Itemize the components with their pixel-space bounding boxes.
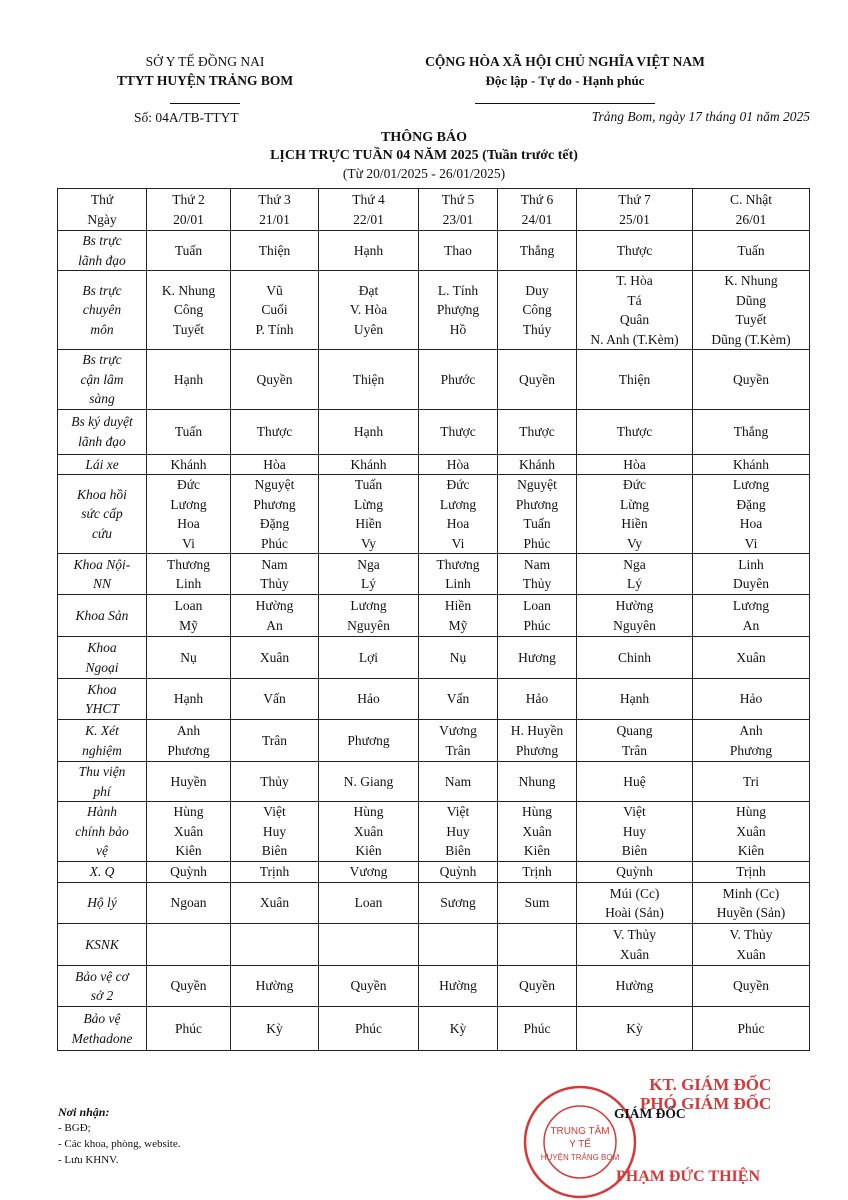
duty-cell: Quyền bbox=[498, 966, 577, 1007]
duty-cell: Nguyệt Phương Tuấn Phúc bbox=[498, 475, 577, 554]
role-label-cell: K. Xét nghiệm bbox=[58, 720, 147, 762]
duty-cell: Sương bbox=[419, 883, 498, 924]
role-label-cell: Bs ký duyệt lãnh đạo bbox=[58, 409, 147, 454]
role-label-cell: Bs trực chuyên môn bbox=[58, 271, 147, 350]
duty-cell: Xuân bbox=[231, 637, 319, 679]
role-label-cell: Bs trực lãnh đạo bbox=[58, 231, 147, 271]
duty-cell: H. Huyền Phương bbox=[498, 720, 577, 762]
duty-cell: Quyền bbox=[498, 350, 577, 410]
duty-cell: Tuấn bbox=[147, 409, 231, 454]
schedule-row bbox=[58, 924, 810, 966]
duty-cell: Vấn bbox=[231, 679, 319, 720]
role-label-cell: KSNK bbox=[58, 924, 147, 966]
duty-cell: Quỳnh bbox=[419, 862, 498, 883]
duty-cell: Huệ bbox=[577, 762, 693, 802]
recipients-title: Nơi nhận: bbox=[58, 1105, 110, 1119]
duty-cell: L. Tính Phượng Hồ bbox=[419, 271, 498, 350]
role-label-cell: Khoa hồi sức cấp cứu bbox=[58, 475, 147, 554]
signature-title-line-2: PHÓ GIÁM ĐỐC bbox=[640, 1094, 772, 1113]
duty-cell: Đức Lừng Hiền Vy bbox=[577, 475, 693, 554]
duty-cell: Chinh bbox=[577, 637, 693, 679]
duty-cell: Anh Phương bbox=[147, 720, 231, 762]
role-label-cell: X. Q bbox=[58, 862, 147, 883]
duty-schedule-table bbox=[57, 188, 810, 1051]
duty-cell: Hảo bbox=[693, 679, 810, 720]
day-header-cell: Thứ 6 24/01 bbox=[498, 189, 577, 231]
duty-cell: Xuân bbox=[693, 637, 810, 679]
duty-cell: Thược bbox=[231, 409, 319, 454]
duty-cell: Thiện bbox=[231, 231, 319, 271]
duty-cell: Hùng Xuân Kiên bbox=[498, 802, 577, 862]
duty-cell: Minh (Cc) Huyền (Sản) bbox=[693, 883, 810, 924]
duty-cell bbox=[147, 924, 231, 966]
document-number: Số: 04A/TB-TTYT bbox=[134, 110, 239, 125]
schedule-row bbox=[58, 271, 810, 350]
duty-cell: Quyền bbox=[693, 966, 810, 1007]
stamp-text: TRUNG TÂM bbox=[550, 1126, 610, 1137]
duty-cell: Phúc bbox=[147, 1007, 231, 1051]
duty-cell: Hạnh bbox=[147, 350, 231, 410]
day-header-cell: Thứ 7 25/01 bbox=[577, 189, 693, 231]
role-label-cell: Bảo vệ Methadone bbox=[58, 1007, 147, 1051]
day-header-cell: Thứ 3 21/01 bbox=[231, 189, 319, 231]
duty-cell: Nga Lý bbox=[577, 554, 693, 595]
recipients bbox=[58, 1104, 181, 1168]
duty-cell: Hiền Mỹ bbox=[419, 595, 498, 637]
title-line-3: (Từ 20/01/2025 - 26/01/2025) bbox=[342, 166, 506, 181]
duty-cell bbox=[419, 924, 498, 966]
duty-cell: Nhung bbox=[498, 762, 577, 802]
duty-cell: Hòa bbox=[577, 454, 693, 475]
duty-cell: Vấn bbox=[419, 679, 498, 720]
duty-cell: Nam Thủy bbox=[498, 554, 577, 595]
duty-cell: Quyền bbox=[319, 966, 419, 1007]
duty-cell: Kỳ bbox=[231, 1007, 319, 1051]
signer-name: PHẠM ĐỨC THIỆN bbox=[616, 1168, 760, 1185]
duty-cell: Ngoan bbox=[147, 883, 231, 924]
schedule-row bbox=[58, 762, 810, 802]
role-label-cell: Khoa YHCT bbox=[58, 679, 147, 720]
duty-cell: Duy Công Thúy bbox=[498, 271, 577, 350]
duty-cell: Hường bbox=[419, 966, 498, 1007]
duty-cell: Nụ bbox=[147, 637, 231, 679]
duty-cell: Phước bbox=[419, 350, 498, 410]
duty-cell: Hạnh bbox=[319, 409, 419, 454]
place-date: Trảng Bom, ngày 17 tháng 01 năm 2025 bbox=[591, 109, 810, 124]
schedule-header-row bbox=[58, 189, 810, 231]
duty-cell: Hường Nguyên bbox=[577, 595, 693, 637]
duty-cell: Thược bbox=[577, 231, 693, 271]
duty-cell bbox=[319, 924, 419, 966]
duty-cell: Đức Lương Hoa Vi bbox=[147, 475, 231, 554]
duty-cell: K. Nhung Dũng Tuyết Dũng (T.Kèm) bbox=[693, 271, 810, 350]
schedule-row bbox=[58, 679, 810, 720]
duty-cell bbox=[231, 924, 319, 966]
duty-cell: Xuân bbox=[231, 883, 319, 924]
duty-cell: N. Giang bbox=[319, 762, 419, 802]
schedule-row bbox=[58, 720, 810, 762]
duty-cell: Thiện bbox=[319, 350, 419, 410]
duty-cell: Thương Linh bbox=[419, 554, 498, 595]
schedule-row bbox=[58, 350, 810, 410]
duty-cell: Thược bbox=[419, 409, 498, 454]
schedule-row bbox=[58, 454, 810, 475]
duty-cell: Tuấn bbox=[693, 231, 810, 271]
duty-cell: Thắng bbox=[693, 409, 810, 454]
duty-cell: Khánh bbox=[498, 454, 577, 475]
duty-cell: Thao bbox=[419, 231, 498, 271]
underline bbox=[475, 103, 655, 104]
duty-cell: Đức Lương Hoa Vi bbox=[419, 475, 498, 554]
duty-cell: Thiện bbox=[577, 350, 693, 410]
duty-cell: Đạt V. Hòa Uyên bbox=[319, 271, 419, 350]
duty-cell: Hùng Xuân Kiên bbox=[147, 802, 231, 862]
duty-cell: Lương An bbox=[693, 595, 810, 637]
day-header-cell: C. Nhật 26/01 bbox=[693, 189, 810, 231]
duty-cell: Linh Duyên bbox=[693, 554, 810, 595]
duty-cell: Hảo bbox=[498, 679, 577, 720]
duty-cell: Quyền bbox=[147, 966, 231, 1007]
duty-cell: Loan Mỹ bbox=[147, 595, 231, 637]
schedule-body bbox=[58, 189, 810, 1051]
duty-cell: Hòa bbox=[231, 454, 319, 475]
title-line-2: LỊCH TRỰC TUẦN 04 NĂM 2025 (Tuần trước tết) bbox=[270, 148, 578, 163]
signature-position: GIÁM ĐỐC bbox=[614, 1106, 686, 1121]
schedule-row bbox=[58, 862, 810, 883]
schedule-row bbox=[58, 966, 810, 1007]
duty-cell: Thương Linh bbox=[147, 554, 231, 595]
national-motto: Độc lập - Tự do - Hạnh phúc bbox=[485, 73, 645, 88]
duty-cell: Tuấn bbox=[147, 231, 231, 271]
duty-cell: Quyền bbox=[231, 350, 319, 410]
duty-cell: Nguyệt Phương Đặng Phúc bbox=[231, 475, 319, 554]
duty-cell: Hòa bbox=[419, 454, 498, 475]
duty-cell: Trịnh bbox=[693, 862, 810, 883]
duty-cell: Trịnh bbox=[231, 862, 319, 883]
day-header-cell: Thứ 5 23/01 bbox=[419, 189, 498, 231]
duty-cell: Kỳ bbox=[577, 1007, 693, 1051]
duty-cell: Hường bbox=[577, 966, 693, 1007]
duty-cell: Vương bbox=[319, 862, 419, 883]
duty-cell: Thược bbox=[577, 409, 693, 454]
duty-cell: Việt Huy Biên bbox=[231, 802, 319, 862]
duty-cell: Hương bbox=[498, 637, 577, 679]
role-label-cell: Khoa Sản bbox=[58, 595, 147, 637]
duty-cell: Loan bbox=[319, 883, 419, 924]
duty-cell: Phương bbox=[319, 720, 419, 762]
duty-cell: Tri bbox=[693, 762, 810, 802]
duty-cell: Trịnh bbox=[498, 862, 577, 883]
title-line-1: THÔNG BÁO bbox=[381, 130, 467, 145]
duty-cell: Anh Phương bbox=[693, 720, 810, 762]
duty-cell: Tuấn Lừng Hiền Vy bbox=[319, 475, 419, 554]
duty-cell: Lương Đặng Hoa Vi bbox=[693, 475, 810, 554]
schedule-row bbox=[58, 637, 810, 679]
schedule-row bbox=[58, 883, 810, 924]
role-label-cell: Hành chính bảo vệ bbox=[58, 802, 147, 862]
role-label-cell: Lái xe bbox=[58, 454, 147, 475]
recipient-item: - Lưu KHNV. bbox=[58, 1154, 119, 1166]
duty-cell: Hảo bbox=[319, 679, 419, 720]
duty-cell: Phúc bbox=[693, 1007, 810, 1051]
department-name: SỞ Y TẾ ĐỒNG NAI bbox=[145, 54, 265, 69]
duty-cell: Hạnh bbox=[577, 679, 693, 720]
duty-cell: Khánh bbox=[147, 454, 231, 475]
duty-cell: K. Nhung Công Tuyết bbox=[147, 271, 231, 350]
recipient-item: - Các khoa, phòng, website. bbox=[58, 1138, 181, 1150]
duty-cell: Quang Trân bbox=[577, 720, 693, 762]
underline bbox=[170, 103, 240, 104]
duty-cell: Trân bbox=[231, 720, 319, 762]
role-label-cell: Hộ lý bbox=[58, 883, 147, 924]
duty-cell: Lợi bbox=[319, 637, 419, 679]
stamp-text: Y TẾ bbox=[569, 1139, 591, 1150]
recipient-item: - BGĐ; bbox=[58, 1122, 91, 1134]
duty-cell bbox=[498, 924, 577, 966]
duty-cell: Hùng Xuân Kiên bbox=[693, 802, 810, 862]
schedule-row bbox=[58, 1007, 810, 1051]
duty-cell: Việt Huy Biên bbox=[419, 802, 498, 862]
duty-cell: Nam bbox=[419, 762, 498, 802]
duty-cell: Thắng bbox=[498, 231, 577, 271]
duty-cell: Vương Trân bbox=[419, 720, 498, 762]
document-title bbox=[0, 129, 848, 183]
role-label-cell: Khoa Ngoại bbox=[58, 637, 147, 679]
duty-cell: V. Thủy Xuân bbox=[577, 924, 693, 966]
duty-cell: Khánh bbox=[693, 454, 810, 475]
duty-cell: Hùng Xuân Kiên bbox=[319, 802, 419, 862]
duty-cell: Kỳ bbox=[419, 1007, 498, 1051]
role-label-cell: Khoa Nội- NN bbox=[58, 554, 147, 595]
duty-cell: Hường bbox=[231, 966, 319, 1007]
center-name: TTYT HUYỆN TRẢNG BOM bbox=[116, 73, 294, 88]
duty-cell: Nga Lý bbox=[319, 554, 419, 595]
duty-cell: T. Hòa Tá Quân N. Anh (T.Kèm) bbox=[577, 271, 693, 350]
stamp-text: HUYỆN TRẢNG BOM bbox=[540, 1153, 620, 1162]
duty-cell: Quỳnh bbox=[147, 862, 231, 883]
schedule-row bbox=[58, 409, 810, 454]
duty-cell: Khánh bbox=[319, 454, 419, 475]
duty-cell: Phúc bbox=[498, 1007, 577, 1051]
duty-cell: Huyền bbox=[147, 762, 231, 802]
duty-cell: Hạnh bbox=[147, 679, 231, 720]
issuer-block bbox=[100, 52, 310, 109]
duty-cell: Thủy bbox=[231, 762, 319, 802]
duty-cell: Vũ Cuối P. Tính bbox=[231, 271, 319, 350]
duty-cell: Quỳnh bbox=[577, 862, 693, 883]
header-corner-cell: Thứ Ngày bbox=[58, 189, 147, 231]
schedule-row bbox=[58, 802, 810, 862]
duty-cell: Nụ bbox=[419, 637, 498, 679]
signature-title-line-1: KT. GIÁM ĐỐC bbox=[649, 1075, 772, 1094]
role-label-cell: Bs trực cận lâm sàng bbox=[58, 350, 147, 410]
national-heading bbox=[400, 52, 730, 109]
duty-cell: Nam Thủy bbox=[231, 554, 319, 595]
duty-cell: Quyền bbox=[693, 350, 810, 410]
duty-cell: Việt Huy Biên bbox=[577, 802, 693, 862]
duty-cell: Phúc bbox=[319, 1007, 419, 1051]
duty-cell: V. Thủy Xuân bbox=[693, 924, 810, 966]
duty-cell: Múi (Cc) Hoài (Sản) bbox=[577, 883, 693, 924]
duty-cell: Sum bbox=[498, 883, 577, 924]
duty-cell: Hạnh bbox=[319, 231, 419, 271]
day-header-cell: Thứ 2 20/01 bbox=[147, 189, 231, 231]
role-label-cell: Bảo vệ cơ sở 2 bbox=[58, 966, 147, 1007]
schedule-row bbox=[58, 554, 810, 595]
schedule-row bbox=[58, 475, 810, 554]
duty-cell: Thược bbox=[498, 409, 577, 454]
day-header-cell: Thứ 4 22/01 bbox=[319, 189, 419, 231]
schedule-row bbox=[58, 231, 810, 271]
duty-cell: Lương Nguyên bbox=[319, 595, 419, 637]
role-label-cell: Thu viện phí bbox=[58, 762, 147, 802]
national-title: CỘNG HÒA XÃ HỘI CHỦ NGHĨA VIỆT NAM bbox=[425, 54, 705, 69]
duty-cell: Loan Phúc bbox=[498, 595, 577, 637]
duty-cell: Hường An bbox=[231, 595, 319, 637]
schedule-row bbox=[58, 595, 810, 637]
